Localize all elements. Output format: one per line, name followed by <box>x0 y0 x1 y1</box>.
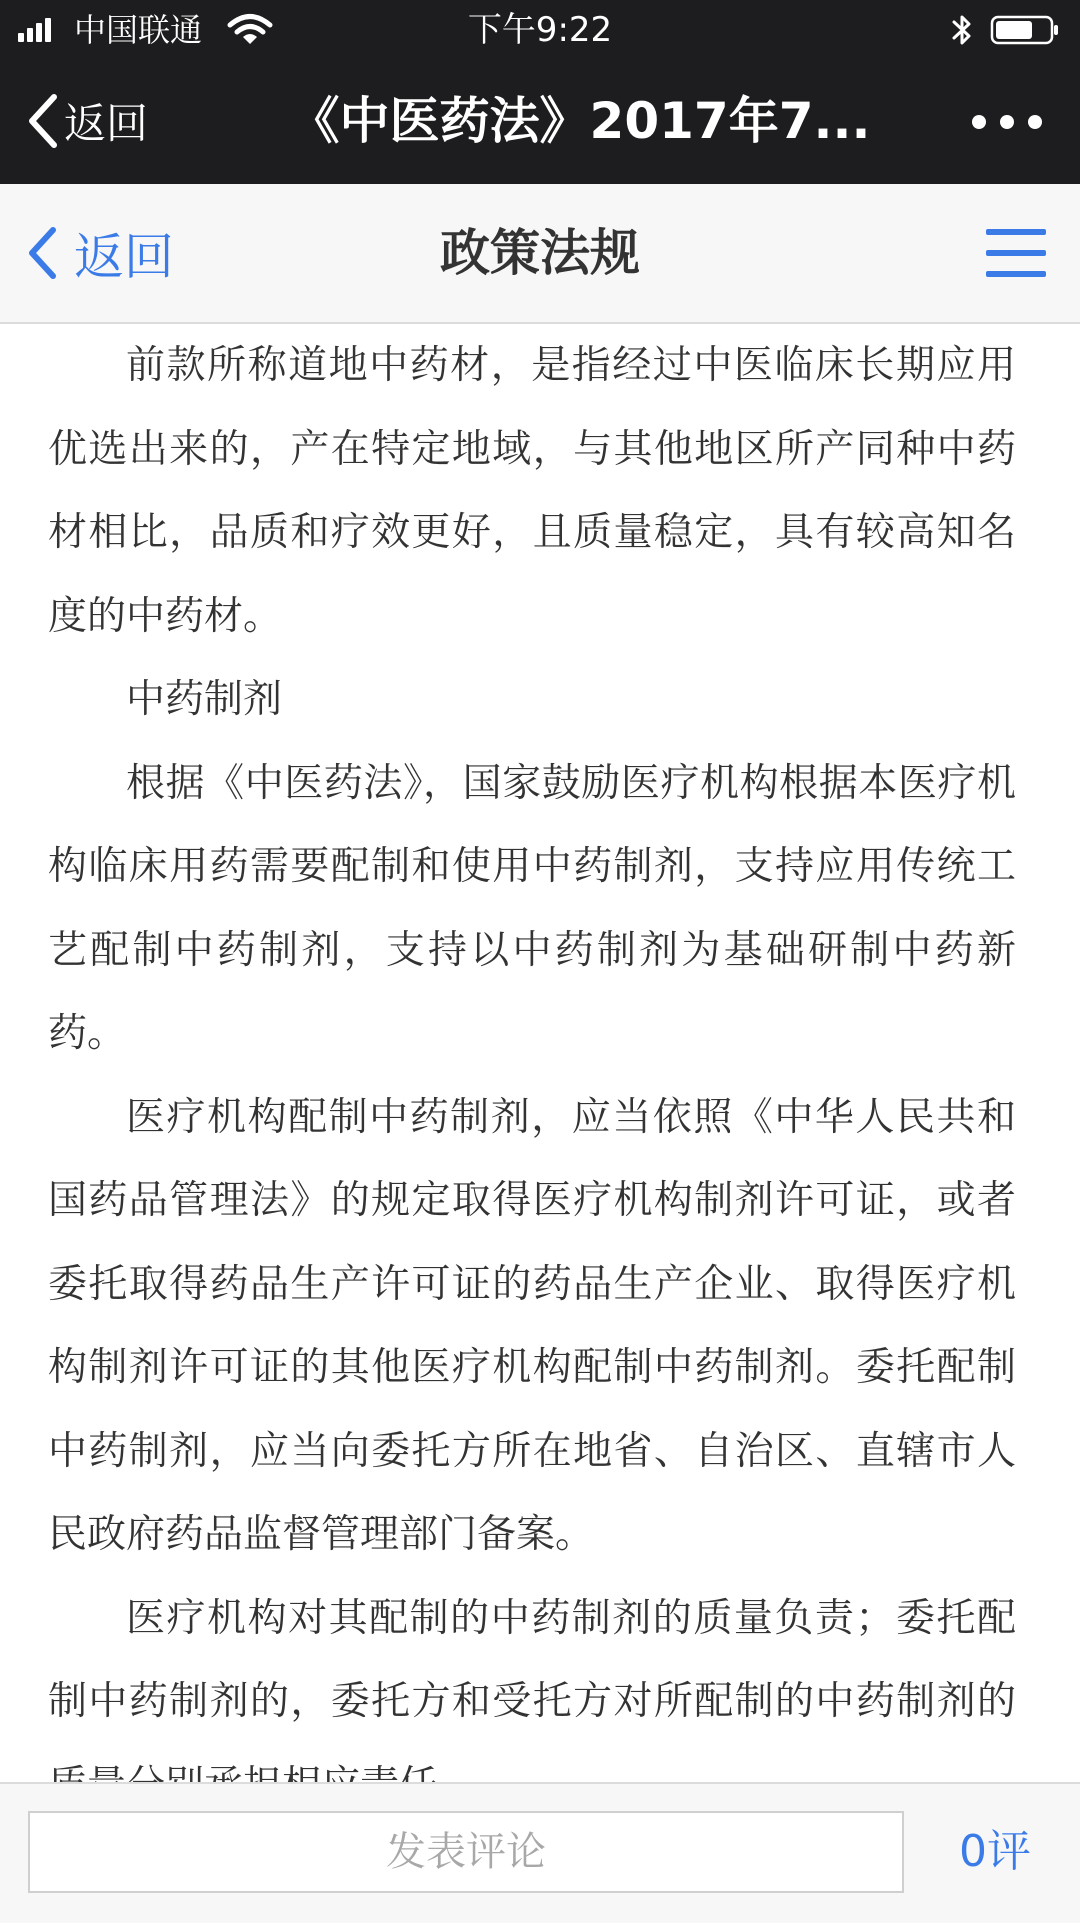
comment-input[interactable]: 发表评论 <box>28 1811 904 1893</box>
article-paragraph: 医疗机构配制中药制剂，应当依照《中华人民共和国药品管理法》的规定取得医疗机构制剂许可证，或者委托取得药品生产许可证的药品生产企业、取得医疗机构制剂许可证的其他医疗机构配制中药制剂。委托配制中药制剂，应当向委托方所在地省、自治区、直辖市人民政府药品监督管理部门备案。 <box>48 1094 1016 1557</box>
top-bar <box>0 0 1080 184</box>
page-back-label: 返回 <box>74 228 174 286</box>
battery-icon <box>990 15 1060 45</box>
bluetooth-icon <box>950 12 974 48</box>
wechat-nav-bar <box>0 58 1080 184</box>
page-title: 政策法规 <box>440 224 640 282</box>
comment-bar <box>0 1782 1080 1923</box>
wechat-page-title: 《中医药法》2017年7... <box>289 92 871 150</box>
clock: 下午9:22 <box>467 10 613 50</box>
article-paragraph: 根据《中医药法》，国家鼓励医疗机构根据本医疗机构临床用药需要配制和使用中药制剂，支持应用传统工艺配制中药制剂，支持以中药制剂为基础研制中药新药。 <box>48 760 1016 1056</box>
back-chevron-icon <box>26 93 60 149</box>
wechat-back-button[interactable] <box>26 86 148 156</box>
more-icon[interactable] <box>972 102 1042 142</box>
carrier-label: 中国联通 <box>74 11 203 49</box>
article-paragraph: 前款所称道地中药材，是指经过中医临床长期应用优选出来的，产在特定地域，与其他地区所产同种中药材相比，品质和疗效更好，且质量稳定，具有较高知名度的中药材。 <box>48 343 1016 639</box>
article-body[interactable] <box>0 324 1080 1782</box>
page-header <box>0 184 1080 324</box>
wechat-back-label: 返回 <box>64 99 149 148</box>
menu-icon[interactable] <box>986 229 1046 277</box>
article-paragraph: 医疗机构对其配制的中药制剂的质量负责；委托配制中药制剂的，委托方和受托方对所配制的中药制剂的 <box>48 1595 1016 1724</box>
status-bar <box>0 0 1080 58</box>
comment-count-button[interactable]: 0评 <box>959 1826 1031 1877</box>
article-subheading: 中药制剂 <box>126 677 283 722</box>
article-content <box>48 324 1016 1827</box>
